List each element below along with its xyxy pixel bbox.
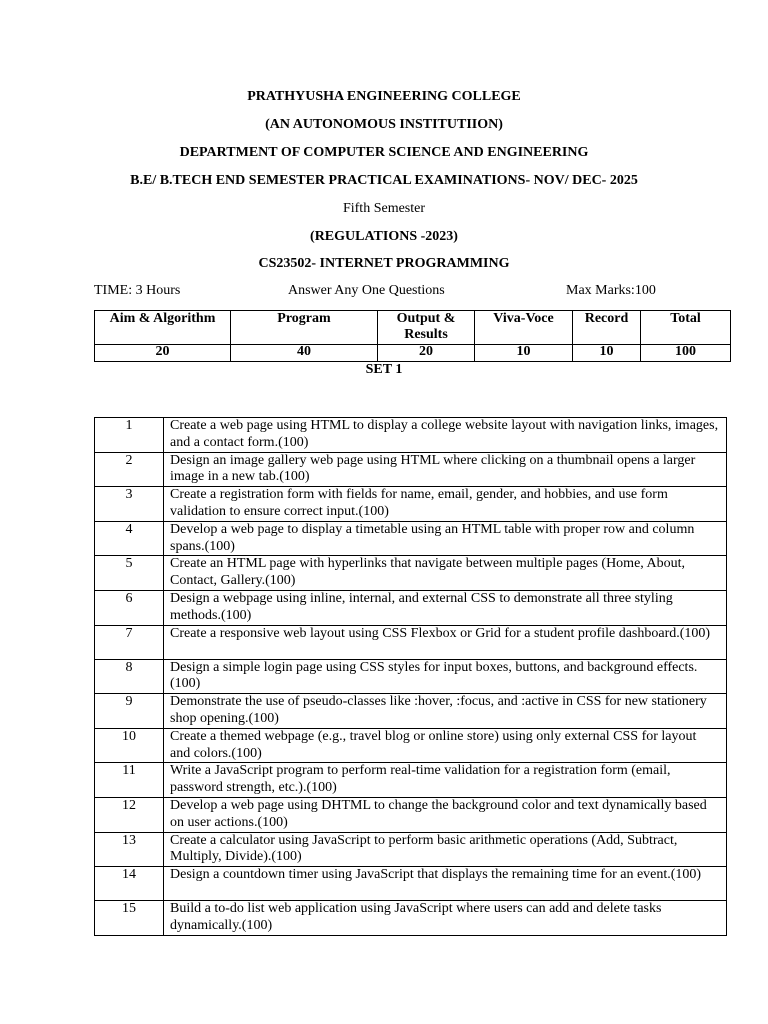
question-text: Write a JavaScript program to perform real-time validation for a registration form (email, password strength, etc.).(100): [164, 763, 727, 798]
question-row: [95, 694, 727, 729]
question-text: Design a webpage using inline, internal, and external CSS to demonstrate all three styling methods.(100): [164, 590, 727, 625]
autonomous-line: (AN AUTONOMOUS INSTITUTIION): [265, 117, 503, 132]
marks-value-cell: 20: [378, 345, 475, 362]
marks-value-cell: 10: [573, 345, 641, 362]
question-text: Create an HTML page with hyperlinks that navigate between multiple pages (Home, About, Contact, Gallery.(100): [164, 556, 727, 591]
instruction-info: Answer Any One Questions: [288, 283, 445, 298]
department-name: DEPARTMENT OF COMPUTER SCIENCE AND ENGINEERING: [179, 145, 589, 160]
marks-header-cell: Program: [231, 311, 378, 345]
question-row: [95, 659, 727, 694]
question-text: Build a to-do list web application using JavaScript where users can add and delete tasks dynamically.(100): [164, 901, 727, 936]
question-row: [95, 556, 727, 591]
question-text: Create a themed webpage (e.g., travel blog or online store) using only external CSS for layout and colors.(100): [164, 728, 727, 763]
question-number: 14: [95, 867, 164, 901]
marks-value-cell: 20: [95, 345, 231, 362]
question-number: 8: [95, 659, 164, 694]
question-number: 7: [95, 625, 164, 659]
question-row: [95, 487, 727, 522]
marks-header-cell: Viva-Voce: [475, 311, 573, 345]
question-number: 3: [95, 487, 164, 522]
marks-value-cell: 40: [231, 345, 378, 362]
question-text: Create a registration form with fields for name, email, gender, and hobbies, and use form validation to ensure correct input.(100): [164, 487, 727, 522]
marks-value-row: [95, 345, 731, 362]
regulations-line: (REGULATIONS -2023): [310, 229, 458, 244]
marks-header-row: [95, 311, 731, 345]
marks-header-cell: Output & Results: [378, 311, 475, 345]
semester-line: Fifth Semester: [342, 201, 426, 216]
questions-body: [95, 418, 727, 936]
questions-table: [94, 417, 727, 936]
question-text: Demonstrate the use of pseudo-classes like :hover, :focus, and :active in CSS for new stationery shop opening.(100): [164, 694, 727, 729]
question-number: 1: [95, 418, 164, 453]
time-info: TIME: 3 Hours: [94, 283, 181, 298]
question-number: 9: [95, 694, 164, 729]
question-row: [95, 901, 727, 936]
question-number: 12: [95, 797, 164, 832]
question-number: 10: [95, 728, 164, 763]
max-marks-info: Max Marks:100: [566, 283, 656, 298]
question-text: Create a responsive web layout using CSS Flexbox or Grid for a student profile dashboard.(100): [164, 625, 727, 659]
exam-info-row: [0, 282, 768, 300]
course-title: CS23502- INTERNET PROGRAMMING: [258, 256, 510, 271]
question-row: [95, 521, 727, 556]
college-name: PRATHYUSHA ENGINEERING COLLEGE: [247, 89, 521, 104]
marks-header-cell: Aim & Algorithm: [95, 311, 231, 345]
question-row: [95, 418, 727, 453]
question-row: [95, 590, 727, 625]
question-row: [95, 867, 727, 901]
question-row: [95, 625, 727, 659]
question-row: [95, 797, 727, 832]
question-text: Design an image gallery web page using HTML where clicking on a thumbnail opens a larger image in a new tab.(100): [164, 452, 727, 487]
question-number: 13: [95, 832, 164, 867]
question-number: 11: [95, 763, 164, 798]
question-row: [95, 728, 727, 763]
marks-header-cell: Total: [641, 311, 731, 345]
question-row: [95, 452, 727, 487]
question-text: Design a countdown timer using JavaScript that displays the remaining time for an event.(100): [164, 867, 727, 901]
marks-header-cell: Record: [573, 311, 641, 345]
marks-table: [94, 310, 731, 362]
question-text: Design a simple login page using CSS styles for input boxes, buttons, and background effects.(100): [164, 659, 727, 694]
question-number: 2: [95, 452, 164, 487]
question-row: [95, 763, 727, 798]
marks-value-cell: 10: [475, 345, 573, 362]
question-text: Develop a web page to display a timetable using an HTML table with proper row and column spans.(100): [164, 521, 727, 556]
question-number: 5: [95, 556, 164, 591]
question-number: 6: [95, 590, 164, 625]
question-text: Develop a web page using DHTML to change the background color and text dynamically based on user actions.(100): [164, 797, 727, 832]
question-number: 15: [95, 901, 164, 936]
marks-value-cell: 100: [641, 345, 731, 362]
question-row: [95, 832, 727, 867]
question-number: 4: [95, 521, 164, 556]
question-text: Create a calculator using JavaScript to perform basic arithmetic operations (Add, Subtract, Multiply, Divide).(100): [164, 832, 727, 867]
set-title: SET 1: [365, 362, 403, 377]
question-text: Create a web page using HTML to display a college website layout with navigation links, images, and a contact form.(100): [164, 418, 727, 453]
exam-title: B.E/ B.TECH END SEMESTER PRACTICAL EXAMINATIONS- NOV/ DEC- 2025: [130, 173, 638, 188]
